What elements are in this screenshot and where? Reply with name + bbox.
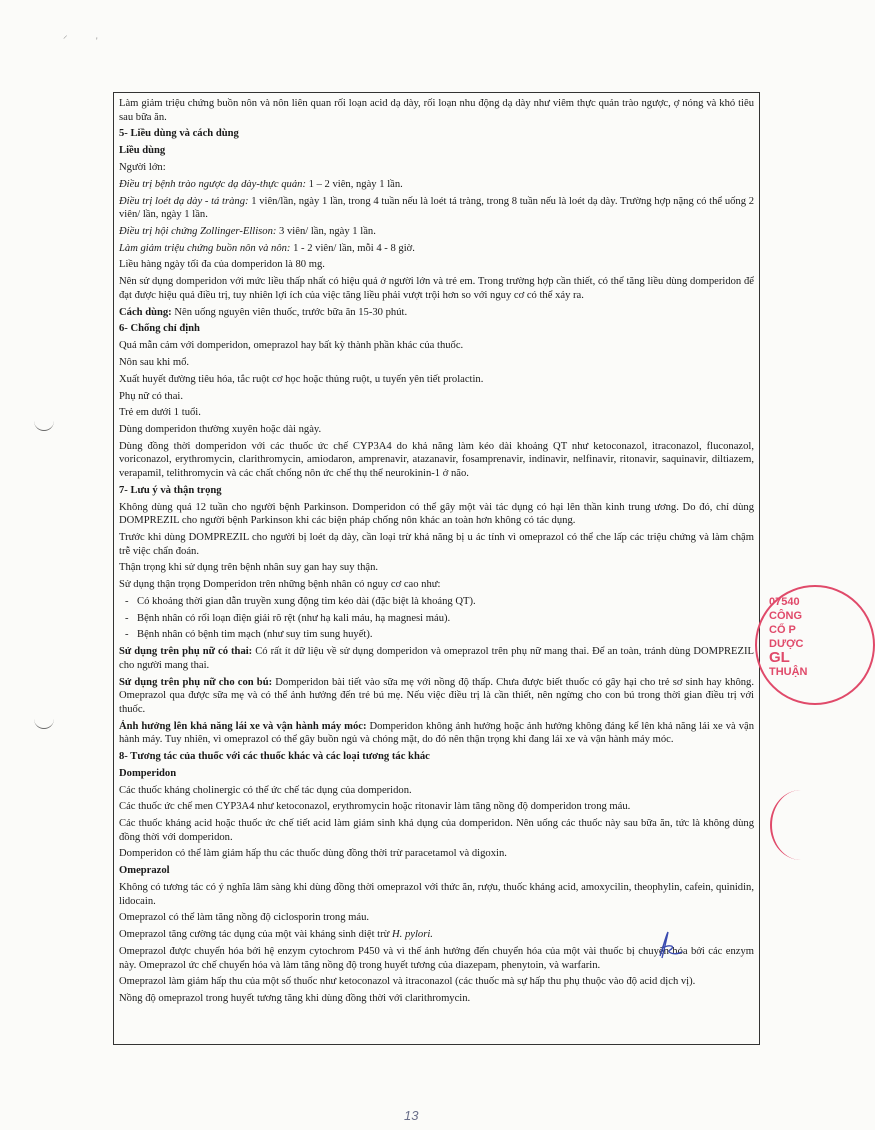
- punch-hole-mark: [34, 420, 54, 431]
- usage-detail: Nên uống nguyên viên thuốc, trước bữa ăn 15-30 phút.: [171, 306, 408, 318]
- interaction-item: Các thuốc kháng cholinergic có thể ức chế tác dụng của domperidon.: [119, 784, 412, 796]
- interaction-item: Omeprazol làm giảm hấp thu của một số thuốc như ketoconazol và itraconazol (các thuốc mà sự hấp thu phụ thuộc vào độ acid dịch vị).: [119, 976, 696, 988]
- page-number: 13: [404, 1108, 419, 1123]
- stamp-text: THUẬN: [769, 666, 808, 678]
- pregnancy-text: Có rất ít dữ liệu về sử dụng domperidon và omeprazol trên phụ nữ mang thai. Để an toàn, tránh dùng DOMPREZIL cho người mang thai.: [119, 646, 754, 671]
- interaction-item: Các thuốc ức chế men CYP3A4 như ketoconazol, erythromycin hoặc ritonavir làm tăng nồng độ domperidon trong máu.: [119, 801, 631, 813]
- dosage-subheading: Liều dùng: [119, 145, 166, 157]
- usage-label: Cách dùng:: [119, 306, 172, 318]
- section-5-heading: 5- Liều dùng và cách dùng: [119, 128, 239, 140]
- scan-speck: ': [96, 36, 98, 46]
- domperidon-subheading: Domperidon: [119, 767, 177, 779]
- section-8-heading: 8- Tương tác của thuốc với các thuốc khác và các loại tương tác khác: [119, 750, 430, 762]
- pregnancy-label: Sử dụng trên phụ nữ có thai:: [119, 646, 253, 658]
- hpylori-text: Omeprazol tăng cường tác dụng của một vài kháng sinh diệt trừ: [119, 929, 393, 941]
- interaction-item: Các thuốc kháng acid hoặc thuốc ức chế tiết acid làm giảm sinh khả dụng của domperidon. Nên uống các thuốc này sau bữa ăn, tức là không dùng đồng thời với domperidon.: [119, 818, 754, 843]
- dose-text: 1 - 2 viên/ lần, mỗi 4 - 8 giờ.: [290, 242, 415, 254]
- dose-text: 1 viên/lần, ngày 1 lần, trong 4 tuần nếu là loét tá tràng, trong 8 tuần nếu là loét dạ dày. Trường hợp nặng có thể uống 2 viên/ lần, ngày 1 lần.: [119, 195, 754, 221]
- precaution-paragraph: Sử dụng thận trọng Domperidon trên những bệnh nhân có nguy cơ cao như:: [119, 579, 441, 591]
- second-stamp-fragment: [770, 790, 832, 860]
- lactation-paragraph: [119, 676, 754, 717]
- indication-text: Làm giảm triệu chứng buồn nôn và nôn liên quan rối loạn acid dạ dày, rối loạn nhu động dạ dày như viêm thực quản trào ngược, ợ nóng và khó tiêu sau bữa ăn.: [119, 98, 754, 123]
- interaction-item: Không có tương tác có ý nghĩa lâm sàng khi dùng đồng thời omeprazol với thức ăn, rượu, thuốc kháng acid, amoxycilin, theophylin, cafein, quinidin, lidocain.: [119, 882, 754, 907]
- stamp-text: CÔNG: [769, 610, 802, 622]
- precaution-paragraph: Trước khi dùng DOMPREZIL cho người bị loét dạ dày, cần loại trừ khả năng bị u ác tính vì omeprazol có thể che lấp các triệu chứng và làm chậm trễ việc chẩn đoán.: [119, 531, 754, 557]
- dose-label: Điều trị hội chứng Zollinger-Ellison:: [119, 225, 277, 237]
- interaction-item: Omeprazol có thể làm tăng nồng độ ciclosporin trong máu.: [119, 912, 370, 924]
- dose-text: 3 viên/ lần, ngày 1 lần.: [276, 225, 376, 237]
- interaction-item: Domperidon có thể làm giảm hấp thu các thuốc dùng đồng thời trừ paracetamol và digoxin.: [119, 848, 507, 860]
- company-stamp: [755, 585, 875, 705]
- lactation-text: Domperidon bài tiết vào sữa mẹ với nồng độ thấp. Chưa được biết thuốc có gây hại cho trẻ sơ sinh hay không. Omeprazol qua được sữa mẹ và có thể ảnh hưởng đến trẻ bú mẹ. Nếu việc điều trị là cần thiết, nên ngừng cho con bú trong thời gian điều trị với thuốc.: [119, 676, 755, 715]
- dose-text: 1 – 2 viên, ngày 1 lần.: [305, 178, 403, 190]
- precaution-paragraph: Thận trọng khi sử dụng trên bệnh nhân suy gan hay suy thận.: [119, 562, 379, 574]
- punch-hole-mark: [34, 718, 54, 729]
- section-6-heading: 6- Chống chỉ định: [119, 323, 200, 335]
- omeprazol-subheading: Omeprazol: [119, 865, 170, 877]
- risk-bullet: - Bệnh nhân có rối loạn điện giải rõ rệt (như hạ kali máu, hạ magnesi máu).: [119, 612, 754, 626]
- hpylori-italic: H. pylori.: [392, 929, 433, 941]
- dose-ulcer: [119, 195, 754, 222]
- dose-zollinger: [119, 225, 754, 239]
- contraindication-item: Xuất huyết đường tiêu hóa, tắc ruột cơ học hoặc thủng ruột, u tuyến yên tiết prolactin.: [119, 373, 484, 385]
- stamp-text: CỔ P: [769, 624, 796, 636]
- dosage-note: Nên sử dụng domperidon với mức liều thấp nhất có hiệu quả ở người lớn và trẻ em. Trong trường hợp cần thiết, có thể tăng liều dùng domperidon để đạt được hiệu quả điều trị, tuy nhiên lợi ích của việc tăng liều phải vượt trội hơn so với nguy cơ có thể xảy ra.: [119, 276, 754, 301]
- contraindication-item: Dùng đồng thời domperidon với các thuốc ức chế CYP3A4 do khả năng làm kéo dài khoảng QT như ketoconazol, itraconazol, fluconazol, voriconazol, erythromycin, clarithromycin, amiodaron, amprenavir, atazanavir, fosamprenavir, indinavir, nelfinavir, ritonavir, saquinavir, diltiazem, verapamil, telithromycin và các chất chống nôn ức chế thụ thể neurokinin-1 ở não.: [119, 440, 754, 480]
- driving-paragraph: [119, 720, 754, 747]
- contraindication-item: Nôn sau khi mổ.: [119, 356, 190, 368]
- scan-speck: ⸝: [63, 30, 68, 40]
- lactation-label: Sử dụng trên phụ nữ cho con bú:: [119, 676, 273, 688]
- dose-label: Điều trị bệnh trào ngược dạ dày-thực quản:: [119, 178, 306, 190]
- contraindication-item: Phụ nữ có thai.: [119, 390, 184, 402]
- usage-text: [119, 306, 754, 320]
- dose-label: Làm giảm triệu chứng buồn nôn và nôn:: [119, 242, 291, 254]
- stamp-text: DƯỢC: [769, 638, 804, 650]
- risk-bullet: - Có khoảng thời gian dẫn truyền xung động tim kéo dài (đặc biệt là khoảng QT).: [119, 595, 754, 609]
- max-dose: Liều hàng ngày tối đa của domperidon là 80 mg.: [119, 259, 325, 271]
- risk-bullet: - Bệnh nhân có bệnh tim mạch (như suy tim sung huyết).: [119, 628, 754, 642]
- driving-text: Domperidon không ảnh hưởng hoặc ảnh hưởng không đáng kể lên khả năng lái xe và vận hành máy. Tuy nhiên, vì omeprazol có thể gây buồn ngủ và chóng mặt, do đó nên thận trọng khi đang lái xe và vận hành máy móc.: [119, 720, 754, 746]
- interaction-item: Omeprazol được chuyển hóa bởi hệ enzym cytochrom P450 và vì thế ảnh hưởng đến chuyển hóa của một vài thuốc bị chuyển hóa bởi các enzym này. Omeprazol ức chế chuyển hóa và làm tăng nồng độ trong huyết tương của diazepam, phenytoin, và warfarin.: [119, 945, 754, 971]
- pregnancy-paragraph: [119, 645, 754, 672]
- adult-label: Người lớn:: [119, 161, 166, 173]
- contraindication-item: Dùng domperidon thường xuyên hoặc dài ngày.: [119, 424, 322, 436]
- precaution-paragraph: Không dùng quá 12 tuần cho người bệnh Parkinson. Domperidon có thể gây một vài tác dụng có hại lên thần kinh trung ương. Do đó, chỉ dùng DOMPREZIL cho người bệnh Parkinson khi các biện pháp chống nôn khác an toàn hơn không có tác dụng.: [119, 501, 754, 527]
- stamp-text: 07540: [769, 596, 800, 608]
- document-frame: [113, 92, 760, 1045]
- dose-nausea: [119, 242, 754, 256]
- dose-label: Điều trị loét dạ dày - tá tràng:: [119, 195, 249, 207]
- signature-mark: [650, 928, 690, 962]
- dose-gerd: [119, 178, 754, 192]
- driving-label: Ảnh hưởng lên khả năng lái xe và vận hành máy móc:: [119, 720, 367, 732]
- stamp-text: GL: [769, 649, 790, 666]
- contraindication-item: Quá mẫn cảm với domperidon, omeprazol hay bất kỳ thành phần khác của thuốc.: [119, 340, 464, 352]
- section-7-heading: 7- Lưu ý và thận trọng: [119, 484, 222, 496]
- contraindication-item: Trẻ em dưới 1 tuổi.: [119, 407, 201, 419]
- interaction-item: Nồng độ omeprazol trong huyết tương tăng khi dùng đồng thời với clarithromycin.: [119, 993, 471, 1005]
